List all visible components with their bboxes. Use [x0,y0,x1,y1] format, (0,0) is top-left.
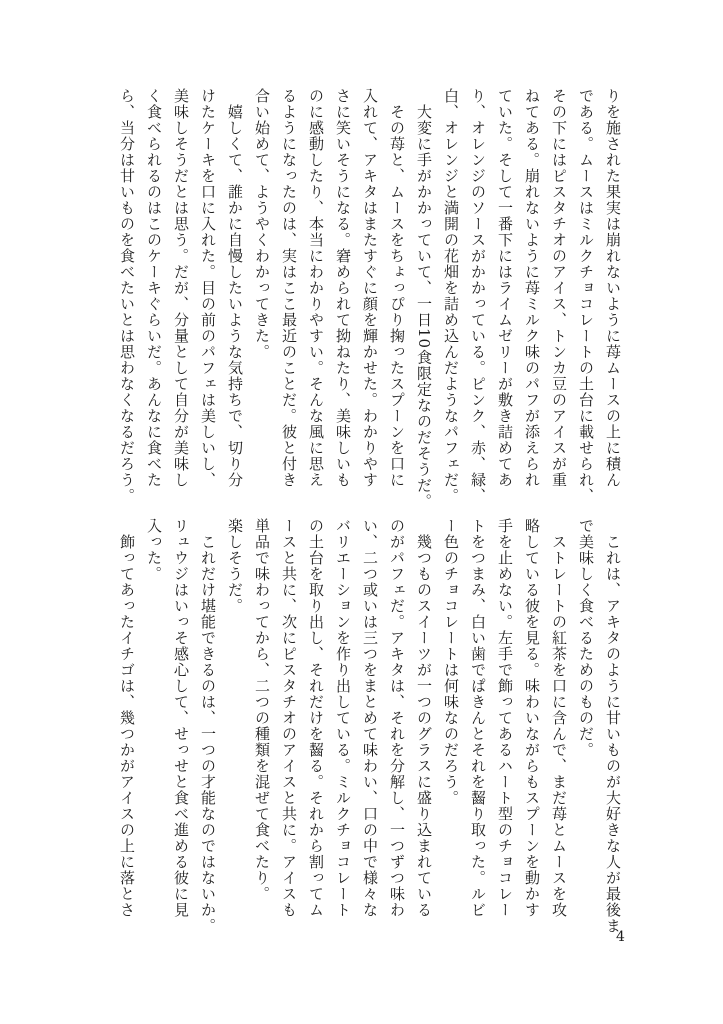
text-column: 入れて、アキタはまたすぐに顔を輝かせた。わかりやす [361,88,379,488]
text-column: く食べられるのはこのケーキぐらいだ。あんなに食べた [145,88,163,488]
text-column: 白、オレンジと満開の花畑を詰め込んだようなパフェだ。 [442,88,460,504]
text-column: これは、アキタのように甘いものが大好きな人が最後ま [604,518,622,934]
text-column: その下にはピスタチオのアイス、トンカ豆のアイスが重 [550,88,568,488]
text-column: 入った。 [145,518,163,582]
page-number: 4 [616,929,625,945]
text-column: バリエーションを作り出している。ミルクチョコレート [334,518,352,918]
text-column: ー色のチョコレートは何味なのだろう。 [442,518,460,806]
text-column: るようになったのは、実はここ最近のことだ。彼と付き [280,88,298,488]
text-column: 飾ってあったイチゴは、幾つかがアイスの上に落とさ [118,518,136,918]
text-column: トをつまみ、白い歯でぱきんとそれを齧り取った。ルビ [469,518,487,918]
text-column: 単品で味わってから、二つの種類を混ぜて食べたり。 [253,518,271,902]
top-text-block [113,88,626,512]
bottom-text-block [113,518,626,942]
text-column: 略している彼を見る。味わいながらもスプーンを動かす [523,518,541,918]
text-column: ていた。そして一番下にはライムゼリーが敷き詰めてあ [496,88,514,488]
text-column: 楽しそうだ。 [226,518,244,614]
text-column: の土台を取り出し、それだけを齧る。それから割ってム [307,518,325,918]
text-column: り、オレンジのソースがかかっている。ピンク、赤、緑、 [469,88,487,504]
text-column: 嬉しくて、誰かに自慢したいような気持ちで、切り分 [226,88,244,488]
text-column: けたケーキを口に入れた。目の前のパフェは美しいし、 [199,88,217,488]
text-column: で美味しく食べるためのものだ。 [577,518,595,758]
text-column: その苺と、ムースをちょっぴり掬ったスプーンを口に [388,88,406,488]
text-column: 美味しそうだとは思う。だが、分量として自分が美味し [172,88,190,488]
text-column: さに笑いそうになる。窘められて拗ねたり、美味しいも [334,88,352,488]
text-column: 合い始めて、ようやくわかってきた。 [253,88,271,360]
text-column: りを施された果実は崩れないように苺ムースの上に積ん [604,88,622,488]
text-column: 手を止めない。左手で飾ってあるハート型のチョコレー [496,518,514,918]
text-column: である。ムースはミルクチョコレートの土台に載せられ、 [577,88,595,504]
text-column: 幾つものスイーツが一つのグラスに盛り込まれている [415,518,433,918]
text-column: い、二つ或いは三つをまとめて味わい、口の中で様々な [361,518,379,918]
text-column: ねてある。崩れないように苺ミルク味のパフが添えられ [523,88,541,488]
text-column: ストレートの紅茶を口に含んで、まだ苺とムースを攻 [550,518,568,918]
text-column: ら、当分は甘いものを食べたいとは思わなくなるだろう。 [118,88,136,504]
text-column: のに感動したり、本当にわかりやすい。そんな風に思え [307,88,325,488]
text-column: これだけ堪能できるのは、一つの才能なのではないか。 [199,518,217,934]
text-column: リュウジはいっそ感心して、せっせと食べ進める彼に見 [172,518,190,918]
text-column: のがパフェだ。アキタは、それを分解し、一つずつ味わ [388,518,406,918]
text-column: 大変に手がかかっていて、一日10食限定なのだそうだ。 [415,88,433,510]
text-column: ースと共に、次にピスタチオのアイスと共に。アイスも [280,518,298,918]
